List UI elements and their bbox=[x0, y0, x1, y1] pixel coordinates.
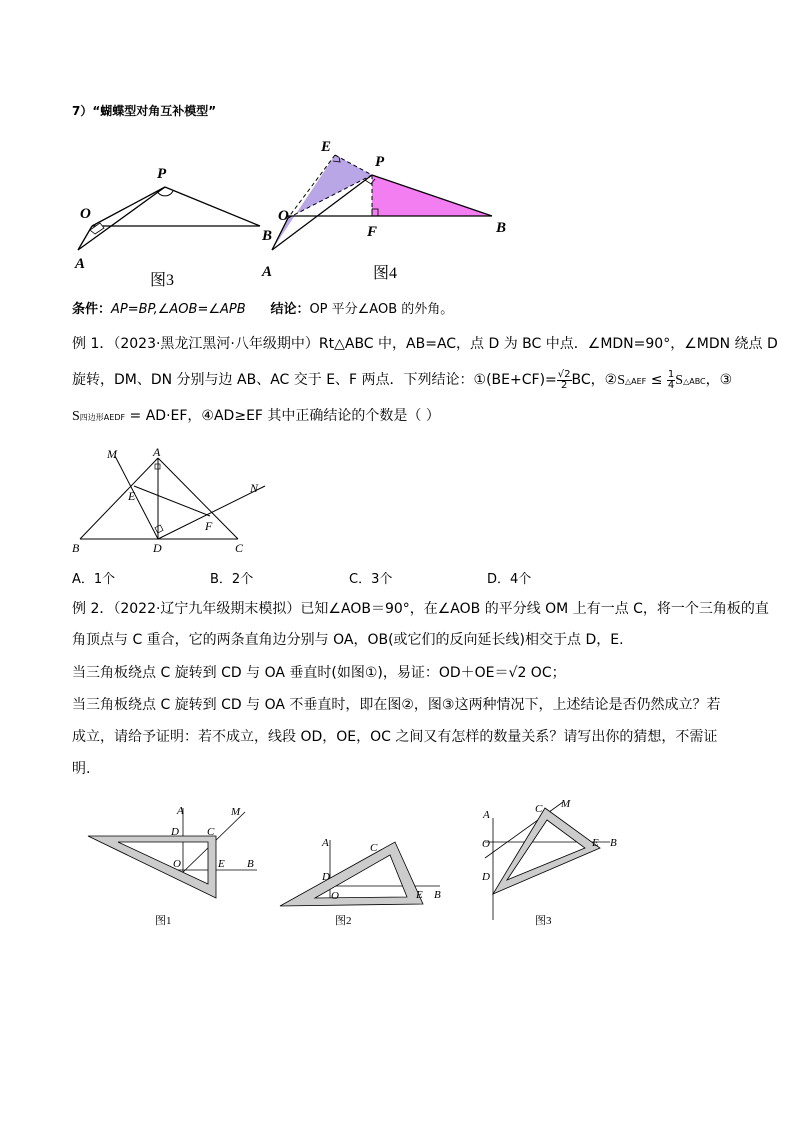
condition-line bbox=[72, 299, 453, 321]
option-a: A．1个 bbox=[72, 572, 116, 587]
frac-den: 2 bbox=[560, 379, 568, 391]
example2-figure-3 bbox=[481, 800, 617, 927]
area-subscript: 四边形AEDF bbox=[79, 413, 126, 422]
fig3-label-a: A bbox=[75, 256, 86, 272]
option-d: D．4个 bbox=[487, 572, 532, 587]
e2f1-m: M bbox=[231, 806, 241, 818]
ex1-label-d: D bbox=[153, 541, 162, 555]
area-symbol: S bbox=[675, 373, 684, 388]
figure-4 bbox=[261, 139, 506, 282]
example1-figure bbox=[70, 446, 280, 558]
example1-text-f: ，③ bbox=[705, 372, 733, 388]
e2f1-a: A bbox=[177, 805, 184, 817]
section-title: 7）“蝴蝶型对角互补模型” bbox=[72, 104, 217, 118]
fig4-label-b: B bbox=[496, 220, 507, 236]
example1-text-line3: = AD·EF，④AD≥EF 其中正确结论的个数是（ ） bbox=[125, 408, 440, 424]
e2f1-e: E bbox=[218, 858, 225, 870]
fig4-label-o: O bbox=[278, 208, 289, 224]
example2-line3: 当三角板绕点 C 旋转到 CD 与 OA 垂直时(如图①)，易证：OD＋OE＝√2 OC； bbox=[72, 665, 566, 681]
example2-figure-2 bbox=[280, 837, 441, 927]
e2f3-b: B bbox=[610, 837, 617, 849]
ex1-label-a: A bbox=[153, 446, 161, 459]
e2f3-a: A bbox=[483, 809, 490, 821]
figure-3 bbox=[74, 166, 272, 289]
e2f1-c: C bbox=[207, 826, 215, 838]
e2f1-o: O bbox=[173, 858, 181, 870]
condition-text: AP=BP,∠AOB=∠APB bbox=[111, 302, 246, 317]
conclusion-text: OP 平分∠AOB 的外角。 bbox=[309, 302, 454, 317]
area-symbol: S bbox=[617, 373, 625, 388]
ex1-label-f: F bbox=[205, 519, 213, 533]
e2f3-m: M bbox=[561, 800, 571, 810]
example2-line4: 当三角板绕点 C 旋转到 CD 与 OA 不垂直时，即在图②，图③这两种情况下，上述结论是否仍然成立？若 bbox=[72, 697, 721, 713]
area-subscript: △ABC bbox=[683, 377, 706, 386]
leq-sign: ≤ bbox=[646, 372, 667, 388]
option-b: B．2个 bbox=[210, 572, 254, 587]
example1-line3 bbox=[72, 405, 440, 429]
e2f3-d: D bbox=[482, 871, 490, 883]
fig4-label-f: F bbox=[367, 224, 378, 240]
ex1-label-c: C bbox=[235, 541, 244, 555]
example2-line6: 明. bbox=[72, 761, 91, 777]
e2f3-c: C bbox=[535, 803, 543, 815]
e2f3-e: E bbox=[592, 837, 599, 849]
example1-line1: 例 1．（2023·黑龙江黑河·八年级期中）Rt△ABC 中，AB=AC，点 D 为 BC 中点．∠MDN=90°，∠MDN 绕点 D bbox=[72, 336, 778, 352]
area-symbol: S bbox=[72, 409, 80, 424]
e2f1-d: D bbox=[171, 826, 179, 838]
purple-region bbox=[272, 155, 372, 250]
option-c: C．3个 bbox=[349, 572, 393, 587]
example1-text-b: BC，② bbox=[571, 372, 618, 388]
condition-label: 条件： bbox=[72, 302, 112, 317]
example1-text-a: 旋转，DM、DN 分别与边 AB、AC 交于 E、F 两点．下列结论：①(BE+CF)= bbox=[72, 372, 557, 388]
e2f3-o: O bbox=[482, 838, 490, 850]
example2-figure-1 bbox=[88, 805, 257, 927]
conclusion-label: 结论： bbox=[270, 302, 310, 317]
e2f2-caption: 图2 bbox=[335, 915, 352, 927]
fig4-label-a: A bbox=[262, 264, 273, 280]
example2-figures bbox=[85, 800, 645, 932]
ex1-label-b: B bbox=[72, 541, 80, 555]
fig3-label-o: O bbox=[80, 206, 91, 222]
e2f2-d: D bbox=[322, 871, 330, 883]
frac-num: 1 bbox=[667, 368, 675, 380]
fig3-label-p: P bbox=[157, 166, 167, 182]
e2f2-a: A bbox=[322, 837, 329, 849]
e2f2-e: E bbox=[416, 889, 423, 901]
e2f1-b: B bbox=[247, 858, 254, 870]
area-subscript: △AEF bbox=[624, 377, 647, 386]
ex1-label-n: N bbox=[250, 481, 259, 495]
e2f3-caption: 图3 bbox=[535, 915, 552, 927]
frac-den: 4 bbox=[667, 379, 675, 391]
example2-line5: 成立，请给予证明：若不成立，线段 OD，OE，OC 之间又有怎样的数量关系？请写出你的猜想，不需证 bbox=[72, 729, 718, 745]
frac-num: √2 bbox=[557, 368, 571, 380]
fig4-label-p: P bbox=[375, 154, 385, 170]
e2f2-b: B bbox=[434, 889, 441, 901]
example2-line1: 例 2．（2022·辽宁九年级期末模拟）已知∠AOB＝90°，在∠AOB 的平分线 OM 上有一点 C，将一个三角板的直 bbox=[72, 601, 769, 617]
ex1-label-e: E bbox=[128, 489, 136, 503]
e2f2-c: C bbox=[370, 842, 378, 854]
figure-butterfly-model bbox=[60, 130, 530, 290]
fig3-caption: 图3 bbox=[150, 272, 175, 289]
fig4-label-e: E bbox=[321, 139, 332, 155]
example2-line2: 角顶点与 C 重合，它的两条直角边分别与 OA，OB(或它们的反向延长线)相交于点 D，E. bbox=[72, 632, 624, 648]
e2f2-o: O bbox=[331, 890, 339, 902]
ex1-label-m: M bbox=[107, 447, 117, 461]
fraction-sqrt2-over-2 bbox=[557, 370, 572, 391]
fig3-label-b: B bbox=[262, 228, 273, 244]
e2f1-caption: 图1 bbox=[155, 915, 172, 927]
fig4-caption: 图4 bbox=[373, 265, 398, 282]
example1-line2 bbox=[72, 369, 732, 393]
